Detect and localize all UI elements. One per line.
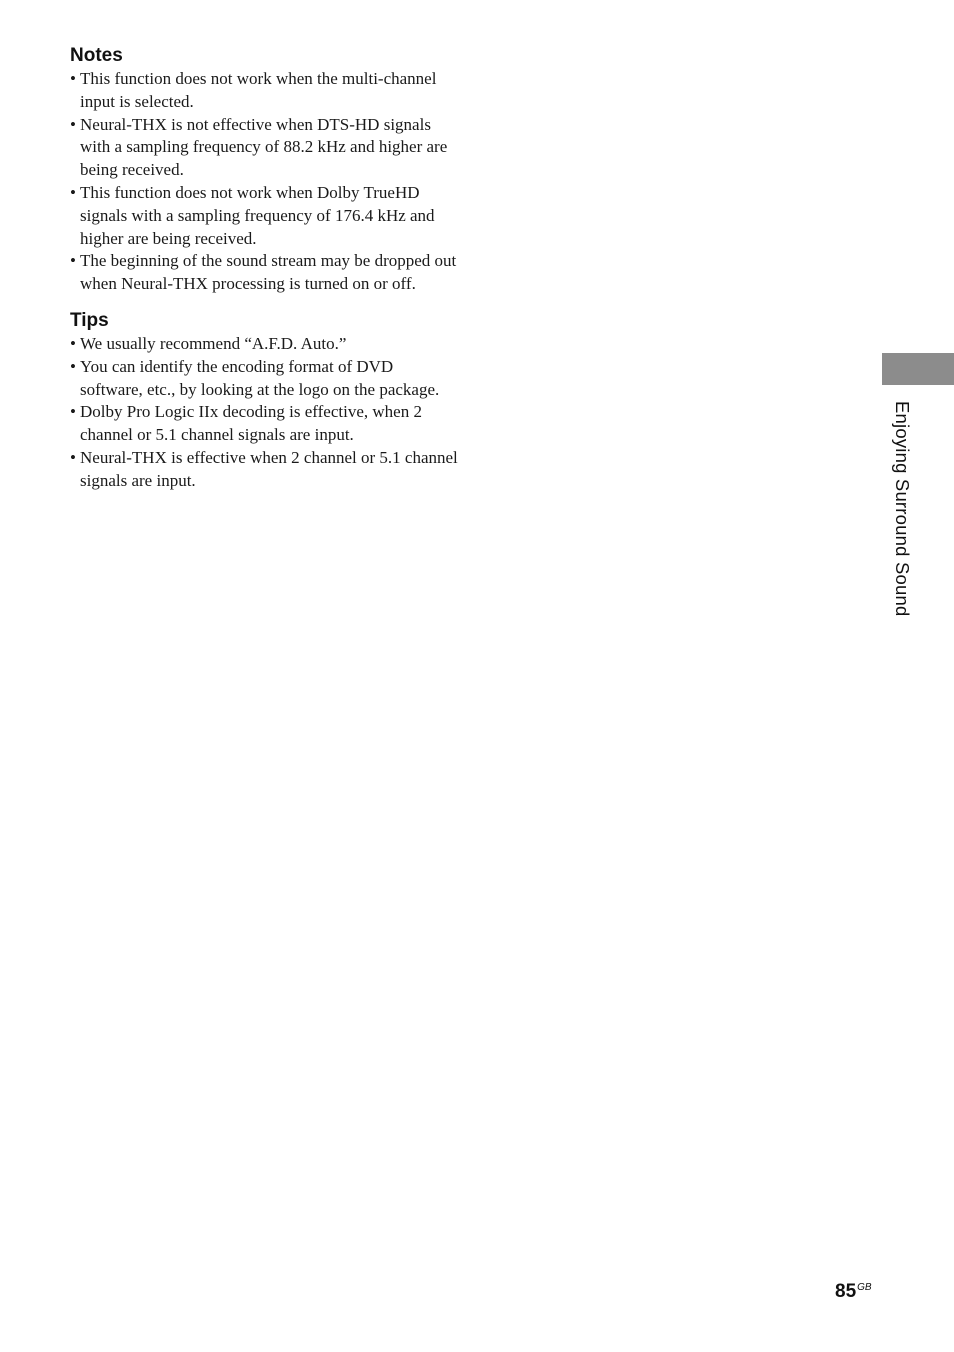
- tips-item-4: • Neural-THX is effective when 2 channel or 5.1 channel signals are input.: [70, 447, 460, 493]
- tips-item-1: • We usually recommend “A.F.D. Auto.”: [70, 333, 460, 356]
- main-column: [70, 44, 460, 493]
- notes-item-4: • The beginning of the sound stream may be dropped out when Neural-THX processing is turned on or off.: [70, 250, 460, 296]
- page-number-value: 85: [835, 1281, 857, 1302]
- tips-list: [70, 333, 460, 493]
- notes-item-1: • This function does not work when the multi-channel input is selected.: [70, 68, 460, 114]
- notes-item-2: • Neural-THX is not effective when DTS-HD signals with a sampling frequency of 88.2 kHz and higher are being received.: [70, 114, 460, 182]
- page-number: [835, 1281, 872, 1303]
- notes-heading: Notes: [70, 45, 123, 66]
- page-number-suffix: GB: [857, 1282, 872, 1293]
- tips-heading: Tips: [70, 309, 109, 331]
- tips-item-3: • Dolby Pro Logic IIx decoding is effective, when 2 channel or 5.1 channel signals are input.: [70, 401, 460, 447]
- section-side-label: Enjoying Surround Sound: [892, 401, 913, 617]
- notes-item-3: • This function does not work when Dolby TrueHD signals with a sampling frequency of 176.4 kHz and higher are being received.: [70, 182, 460, 250]
- tips-item-2: • You can identify the encoding format of DVD software, etc., by looking at the logo on the package.: [70, 356, 460, 402]
- notes-list: [70, 68, 460, 296]
- section-tab-marker: [882, 353, 954, 385]
